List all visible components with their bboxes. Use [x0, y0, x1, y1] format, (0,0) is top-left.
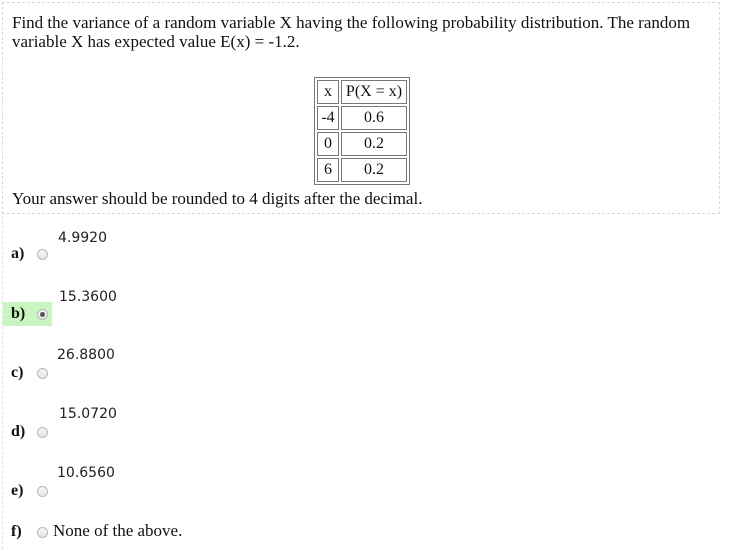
choice-c-value: 26.8800	[57, 347, 115, 363]
table-row	[317, 106, 407, 130]
answer-options	[2, 216, 721, 549]
choice-d-value: 15.0720	[59, 406, 117, 422]
table-header-row	[317, 80, 407, 104]
choice-f-letter: f)	[11, 523, 22, 540]
cell-x: -4	[317, 106, 339, 130]
choice-d-letter: d)	[11, 423, 26, 440]
cell-probability: 0.2	[341, 158, 407, 182]
cell-x: 0	[317, 132, 339, 156]
cell-probability: 0.2	[341, 132, 407, 156]
rounding-instruction: Your answer should be rounded to 4 digits after the decimal.	[12, 189, 423, 208]
choice-a-value: 4.9920	[58, 230, 107, 246]
choice-f[interactable]	[3, 520, 203, 544]
choice-e-radio[interactable]	[37, 486, 48, 497]
table-row	[317, 132, 407, 156]
choice-b-value: 15.3600	[59, 289, 117, 305]
probability-table	[314, 77, 410, 185]
choice-f-radio[interactable]	[37, 527, 48, 538]
choice-b-row[interactable]	[3, 302, 52, 326]
choice-f-row[interactable]	[3, 520, 52, 544]
header-probability: P(X = x)	[341, 80, 407, 104]
choice-c-row[interactable]	[3, 361, 52, 385]
question-box	[2, 2, 720, 214]
choice-a-row[interactable]	[3, 242, 52, 266]
choice-e-value: 10.6560	[57, 465, 115, 481]
header-x: x	[317, 80, 339, 104]
cell-probability: 0.6	[341, 106, 407, 130]
choice-d-row[interactable]	[3, 420, 52, 444]
choice-f-value: None of the above.	[53, 521, 183, 540]
question-text: Find the variance of a random variable X having the following probability distribution. The random variable X has expected value E(x) = -1.2.	[12, 13, 691, 51]
choice-d-radio[interactable]	[37, 427, 48, 438]
cell-x: 6	[317, 158, 339, 182]
choice-c-radio[interactable]	[37, 368, 48, 379]
choice-e-row[interactable]	[3, 479, 52, 503]
choice-a-letter: a)	[11, 245, 25, 262]
choice-c-letter: c)	[11, 364, 24, 381]
choice-b-radio[interactable]	[37, 309, 48, 320]
table-row	[317, 158, 407, 182]
choice-e-letter: e)	[11, 482, 24, 499]
choice-a-radio[interactable]	[37, 249, 48, 260]
choice-b-letter: b)	[11, 305, 26, 322]
